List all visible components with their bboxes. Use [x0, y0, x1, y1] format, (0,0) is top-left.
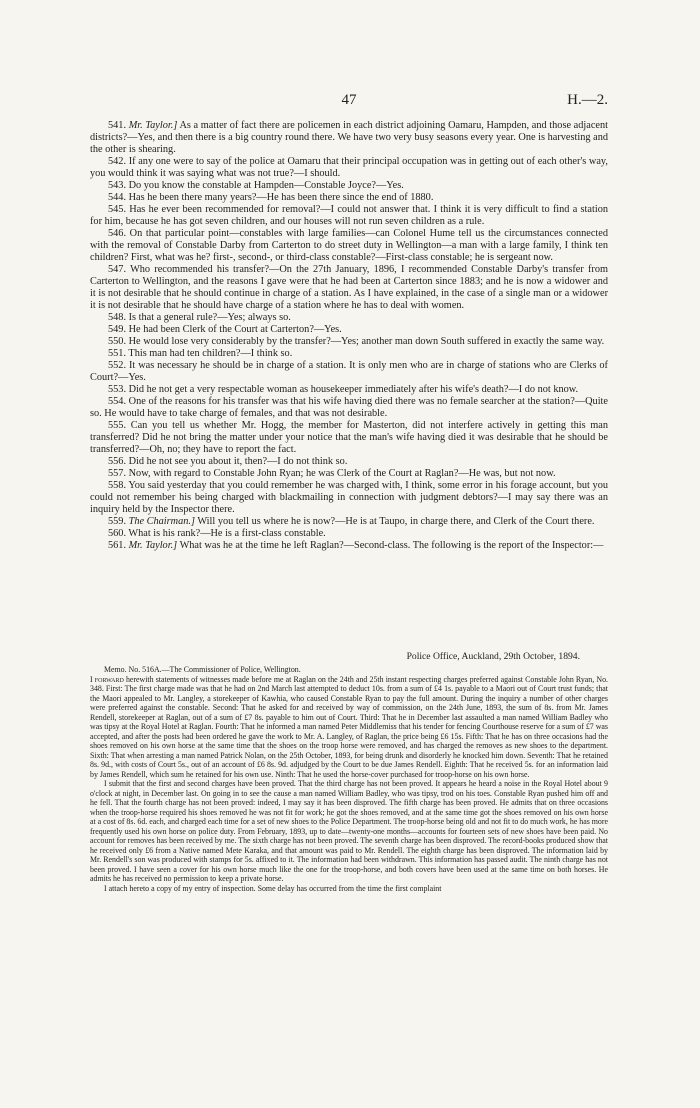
speaker-label: The Chairman.]	[128, 516, 195, 527]
question-number: 553.	[108, 384, 127, 395]
question-text: Did he not get a very respectable woman as housekeeper immediately after his wife's death?—I do not know.	[128, 384, 579, 395]
question-text: What is his rank?—He is a first-class constable.	[128, 528, 326, 539]
speaker-label: Mr. Taylor.]	[128, 120, 178, 131]
evidence-paragraph	[90, 324, 608, 336]
evidence-paragraph	[90, 348, 608, 360]
inspector-report	[90, 651, 608, 893]
report-paragraphs	[90, 675, 608, 894]
question-number: 543.	[108, 180, 127, 191]
evidence-paragraph	[90, 180, 608, 192]
question-text: Can you tell us whether Mr. Hogg, the member for Masterton, did not interfere actively in getting this man transferred? Did he not bring the matter under your notice that the man's wife having died it was desirable that he should be transferred?—Oh, no; they have to report the fact.	[90, 420, 608, 455]
document-reference: H.—2.	[567, 92, 608, 108]
question-number: 545.	[108, 204, 127, 215]
report-paragraph	[90, 884, 608, 894]
question-text: On that particular point—constables with large families—can Colonel Hume tell us the circumstances connected with the removal of Constable Darby from Carterton to do street duty in Wellington—a man with a large family, I think ten children? First, what was he? first-, second-, or third-class constable?—First-class constable; he is sergeant now.	[90, 228, 608, 263]
evidence-paragraph	[90, 264, 608, 312]
evidence-paragraph	[90, 420, 608, 456]
report-paragraph	[90, 779, 608, 884]
question-number: 557.	[108, 468, 127, 479]
question-number: 561.	[108, 540, 127, 551]
question-number: 548.	[108, 312, 127, 323]
evidence-paragraph	[90, 120, 608, 156]
page-number: 47	[341, 92, 357, 108]
question-number: 554.	[108, 396, 127, 407]
report-text: herewith statements of witnesses made before me at Raglan on the 24th and 25th instant respecting charges preferred against Constable John Ryan, No. 348. First: The first charge made was that he had on 2nd March last attempted to deduct 10s. from a sum of £4 1s. payable to a Maori out of Court trust funds; that the Maori appealed to Mr. Langley, a storekeeper of Kawhia, who caused Constable Ryan to pay the full amount. During the inquiry a number of other charges were preferred against the constable. Second: That he asked for and received by way of commission, on the 24th June, 1893, the sum of 8s. from Mr. James Rendell, storekeeper at Raglan, out of a sum of £7 8s. payable to him out of Court. Third: That he in December last assaulted a man named William Badley who was tipsy at the Royal Hotel at Raglan. Fourth: That he informed a man named Peter Middlemiss that his tender for fencing Courthouse reserve for a sum of £7 was accepted, and after the posts had been ordered he gave the work to Mr. A. Langley, of Raglan, the price being £6 15s. Fifth: That he has on three occasions had the shoes removed on his own horse at the same time that the shoes on the troop horse were removed, and has charged the removes as new shoes to the department. Sixth: That when arresting a man named Patrick Nolan, on the 25th October, 1893, for being drunk and disorderly he knocked him down. Seventh: That he retained 8s. 9d., with costs of Court 5s., out of an account of £6 8s. 9d. adjudged by the Court to be due James Rendell. Eighth: That he received 5s. for an information laid by James Rendell, which sum he retained for his own use. Ninth: That he used the horse-cover purchased for troop-horse on his own horse.	[90, 674, 608, 779]
evidence-paragraph	[90, 396, 608, 420]
report-heading: Memo. No. 516A.—The Commissioner of Police, Wellington.	[104, 665, 301, 674]
question-text: He would lose very considerably by the transfer?—Yes; another man down South suffered in exactly the same way.	[128, 336, 605, 347]
question-number: 558.	[108, 480, 127, 491]
question-number: 546.	[108, 228, 127, 239]
question-text: What was he at the time he left Raglan?—Second-class. The following is the report of the Inspector:—	[179, 540, 604, 551]
report-place-date: Police Office, Auckland, 29th October, 1894.	[406, 651, 580, 662]
question-number: 542.	[108, 156, 127, 167]
evidence-paragraph	[90, 192, 608, 204]
report-text: I submit that the first and second charges have been proved. That the third charge has not been proved. It appears he heard a noise in the Royal Hotel about 9 o'clock at night, in December last. On going in to see the cause a man named William Badley, who was tipsy, trod on his toes. Constable Ryan pushed him off and he fell. That the fourth charge has not been proved: indeed, I may say it has been disproved. The fifth charge has been proved. He admits that on three occasions when the troop-horse required his shoes removed he was not fit for work; he got the shoes removed, and at the same time got the shoes removed on his own horse at a cost of 8s. 6d. each, and charged each time for a set of new shoes to the Police Department. The troop-horse being old and not fit to do much work, he has more frequently used his own horse on police duty. From February, 1893, up to date—twenty-one months—accounts for fourteen sets of new shoes have been paid. No account for removes has been received by me. The sixth charge has not been proved. The seventh charge has been disproved. The record-books produced show that he received only £6 from a Native named Mete Karaka, and that amount was paid to Mr. Rendell. The eighth charge has been disproved. The information laid by Mr. Rendell's son was produced with stamps for 5s. affixed to it. The information had been withdrawn. This information has passed audit. The ninth charge has not been proved. I have seen a cover for his own horse much like the one for the troop-horse, and both covers have been used at the same time on both horses. He admits he has received no permission to keep a private horse.	[90, 779, 608, 883]
evidence-paragraph	[90, 516, 608, 528]
evidence-paragraph	[90, 468, 608, 480]
question-text: It was necessary he should be in charge of a station. It is only men who are in charge of stations who are Clerks of Court?—Yes.	[90, 360, 608, 383]
question-number: 549.	[108, 324, 127, 335]
question-text: Do you know the constable at Hampden—Constable Joyce?—Yes.	[128, 180, 404, 191]
evidence-paragraph	[90, 312, 608, 324]
report-paragraph	[90, 675, 608, 780]
report-lead-word: I forward	[90, 674, 124, 684]
question-text: Now, with regard to Constable John Ryan; he was Clerk of the Court at Raglan?—He was, but not now.	[128, 468, 556, 479]
question-text: As a matter of fact there are policemen in each district adjoining Oamaru, Hampden, and those adjacent districts?—Yes, and then there is a big country round there. We have two very busy seasons every year. One is harvesting and the other is shearing.	[90, 120, 608, 155]
question-number: 550.	[108, 336, 127, 347]
evidence-paragraph	[90, 384, 608, 396]
question-number: 559.	[108, 516, 127, 527]
question-number: 556.	[108, 456, 127, 467]
question-text: One of the reasons for his transfer was that his wife having died there was no female searcher at the station?—Quite so. He would have to take charge of females, and that was not desirable.	[90, 396, 608, 419]
evidence-body	[90, 120, 608, 552]
question-number: 547.	[108, 264, 127, 275]
question-text: Has he ever been recommended for removal?—I could not answer that. I think it is very difficult to find a station for him, because he has got seven children, and our houses will not run seven children as a rule.	[90, 204, 609, 227]
speaker-label: Mr. Taylor.]	[128, 540, 178, 551]
question-number: 551.	[108, 348, 127, 359]
evidence-paragraph	[90, 540, 608, 552]
question-number: 544.	[108, 192, 127, 203]
question-text: Who recommended his transfer?—On the 27th January, 1896, I recommended Constable Darby's transfer from Carterton to Wellington, and the reasons I gave were that he had been at Carterton since 1883; and he is now a widower and it is not desirable that he should continue in charge of a station. As I have explained, in the case of a single man or a widower it is not desirable that he should have charge of a station where he has to deal with women.	[90, 264, 609, 311]
question-text: Is that a general rule?—Yes; always so.	[128, 312, 291, 323]
question-text: Did he not see you about it, then?—I do not think so.	[128, 456, 348, 467]
question-number: 555.	[108, 420, 127, 431]
report-text: I attach hereto a copy of my entry of inspection. Some delay has occurred from the time the first complaint	[104, 883, 442, 893]
question-text: This man had ten children?—I think so.	[128, 348, 293, 359]
question-text: He had been Clerk of the Court at Carterton?—Yes.	[128, 324, 342, 335]
evidence-paragraph	[90, 480, 608, 516]
question-text: If any one were to say of the police at Oamaru that their principal occupation was in getting out of each other's way, you would think it was saying what was not true?—I should.	[90, 156, 608, 179]
question-text: Will you tell us where he is now?—He is at Taupo, in charge there, and Clerk of the Court there.	[197, 516, 595, 527]
evidence-paragraph	[90, 336, 608, 348]
evidence-paragraph	[90, 204, 608, 228]
question-text: You said yesterday that you could remember he was charged with, I think, some error in his forage account, but you could not remember his being charged with blackmailing in connection with judgment debtors?—I may say there was an inquiry held by the Inspector there.	[90, 480, 608, 515]
evidence-paragraph	[90, 228, 608, 264]
question-number: 552.	[108, 360, 127, 371]
page-header	[90, 92, 608, 112]
evidence-paragraph	[90, 528, 608, 540]
question-number: 560.	[108, 528, 127, 539]
evidence-paragraph	[90, 156, 608, 180]
question-text: Has he been there many years?—He has been there since the end of 1880.	[128, 192, 434, 203]
evidence-paragraph	[90, 360, 608, 384]
question-number: 541.	[108, 120, 127, 131]
evidence-paragraph	[90, 456, 608, 468]
